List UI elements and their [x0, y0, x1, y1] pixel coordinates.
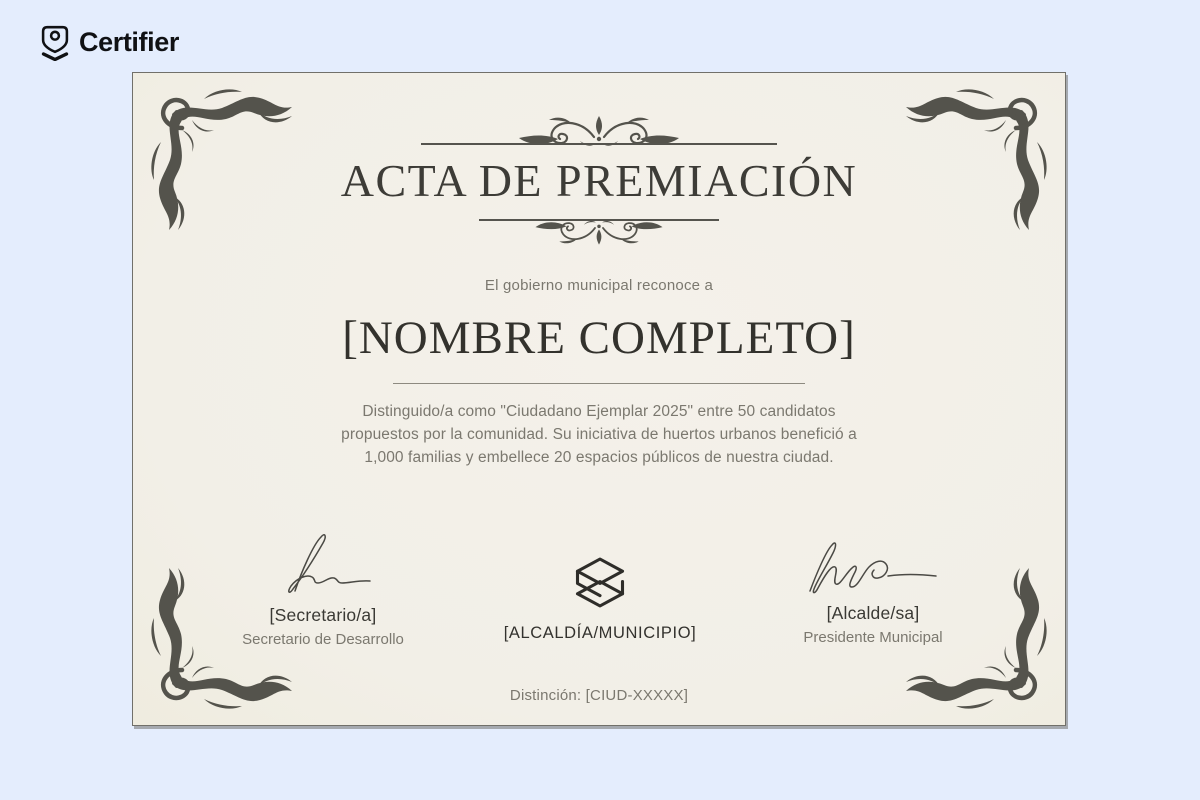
description-line-2: propuestos por la comunidad. Su iniciativa de huertos urbanos benefició a [341, 426, 857, 443]
certificate [132, 72, 1066, 726]
title-flourish-top-icon [511, 113, 687, 147]
brand-name: Certifier [79, 27, 179, 57]
signatory-right-name: [Alcalde/sa] [826, 603, 920, 623]
title-rule-top [421, 143, 777, 145]
description-line-1: Distinguido/a como "Ciudadano Ejemplar 2025" entre 50 candidatos [362, 403, 836, 420]
brand-logo[interactable] [38, 24, 179, 61]
mayor-signature-icon [800, 539, 946, 597]
recipient-underline [393, 383, 805, 384]
recipient-name: [NOMBRE COMPLETO] [342, 312, 856, 364]
signatory-left [173, 531, 473, 648]
distinction-text: Distinción: [CIUD-XXXXX] [509, 687, 689, 704]
secretary-signature-icon [267, 531, 379, 599]
intro-text: El gobierno municipal reconoce a [484, 277, 714, 294]
certifier-logo-icon [38, 24, 72, 61]
description [133, 400, 1065, 469]
title-flourish-bottom-icon [529, 220, 669, 247]
signatory-right-role: Presidente Municipal [803, 629, 943, 646]
certificate-title: ACTA DE PREMIACIÓN [340, 155, 858, 206]
description-line-3: 1,000 familias y embellece 20 espacios públicos de nuestra ciudad. [364, 449, 834, 466]
municipality-emblem-icon [570, 554, 630, 611]
signatory-left-name: [Secretario/a] [269, 605, 377, 625]
issuer-center [450, 554, 750, 643]
signatory-left-role: Secretario de Desarrollo [242, 631, 404, 648]
signatory-right [723, 531, 1023, 646]
issuer-org-name: [ALCALDÍA/MUNICIPIO] [503, 624, 697, 642]
